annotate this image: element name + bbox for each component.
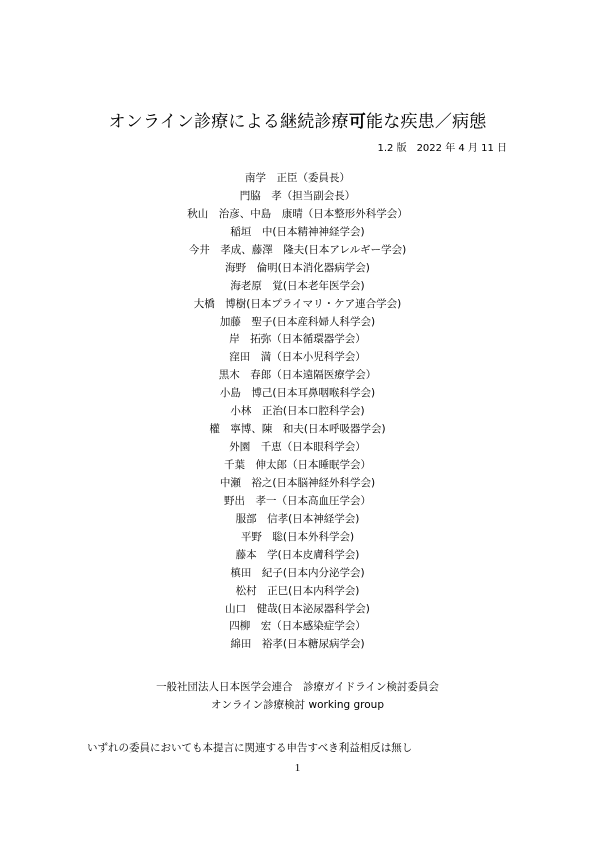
- organization-name: 一般社団法人日本医学会連合 診療ガイドライン検討委員会: [156, 681, 439, 693]
- member-item: 權 寧博、陳 和夫(日本呼吸器学会): [209, 423, 386, 436]
- member-item: 千葉 伸太郎（日本睡眠学会）: [224, 459, 371, 471]
- member-item: 黒木 春郎（日本遠隔医療学会）: [218, 369, 377, 382]
- member-item: 藤本 学(日本皮膚科学会): [235, 548, 360, 561]
- member-item: 門脇 孝（担当副会長）: [239, 189, 356, 202]
- member-item: 秋山 治彦、中島 康晴（日本整形外科学会）: [187, 207, 408, 220]
- title-prefix: オンライン診療による継続診療: [108, 112, 349, 132]
- member-item: 小林 正治(日本口腔科学会): [230, 405, 365, 418]
- member-list: [0, 170, 595, 654]
- member-item: 南学 正臣（委員長）: [245, 172, 350, 184]
- member-item: 服部 信孝(日本神経学会): [235, 512, 360, 525]
- member-item: 岸 拓弥（日本循環器学会）: [229, 333, 366, 346]
- version-date: 1.2 版 2022 年 4 月 11 日: [377, 143, 507, 154]
- member-item: 小島 博己(日本耳鼻咽喉科学会): [219, 387, 376, 400]
- page-number: 1: [294, 762, 301, 774]
- member-item: 窪田 満（日本小児科学会）: [229, 351, 366, 364]
- member-item: 海野 倫明(日本消化器病学会): [225, 261, 370, 274]
- member-item: 山口 健哉(日本泌尿器科学会): [225, 602, 370, 615]
- member-item: 野出 孝一（日本高血圧学会）: [224, 494, 371, 507]
- member-item: 外園 千恵（日本眼科学会）: [229, 441, 366, 454]
- document-title: [0, 107, 595, 132]
- working-group-name: オンライン診療検討 working group: [210, 699, 384, 711]
- member-item: 四柳 宏（日本感染症学会）: [229, 620, 366, 633]
- member-item: 平野 聡(日本外科学会): [240, 530, 355, 543]
- member-item: 海老原 覚(日本老年医学会): [230, 279, 365, 292]
- member-item: 槙田 紀子(日本内分泌学会): [230, 566, 365, 579]
- member-item: 綿田 裕孝(日本糖尿病学会): [230, 638, 365, 651]
- member-item: 松村 正巳(日本内科学会): [235, 584, 360, 597]
- member-item: 加藤 聖子(日本産科婦人科学会): [219, 315, 376, 328]
- title-suffix: 能な疾患／病態: [366, 112, 487, 132]
- member-item: 中瀬 裕之(日本脳神経外科学会): [219, 476, 376, 489]
- member-item: 今井 孝成、藤澤 隆夫(日本アレルギー学会): [188, 243, 407, 256]
- coi-statement: いずれの委員においても本提言に関連する申告すべき利益相反は無し: [87, 742, 413, 754]
- member-item: 稲垣 中(日本精神神経学会): [230, 225, 365, 238]
- member-item: 大橋 博樹(日本プライマリ・ケア連合学会): [193, 297, 402, 310]
- title-emphasis: 可: [348, 112, 367, 132]
